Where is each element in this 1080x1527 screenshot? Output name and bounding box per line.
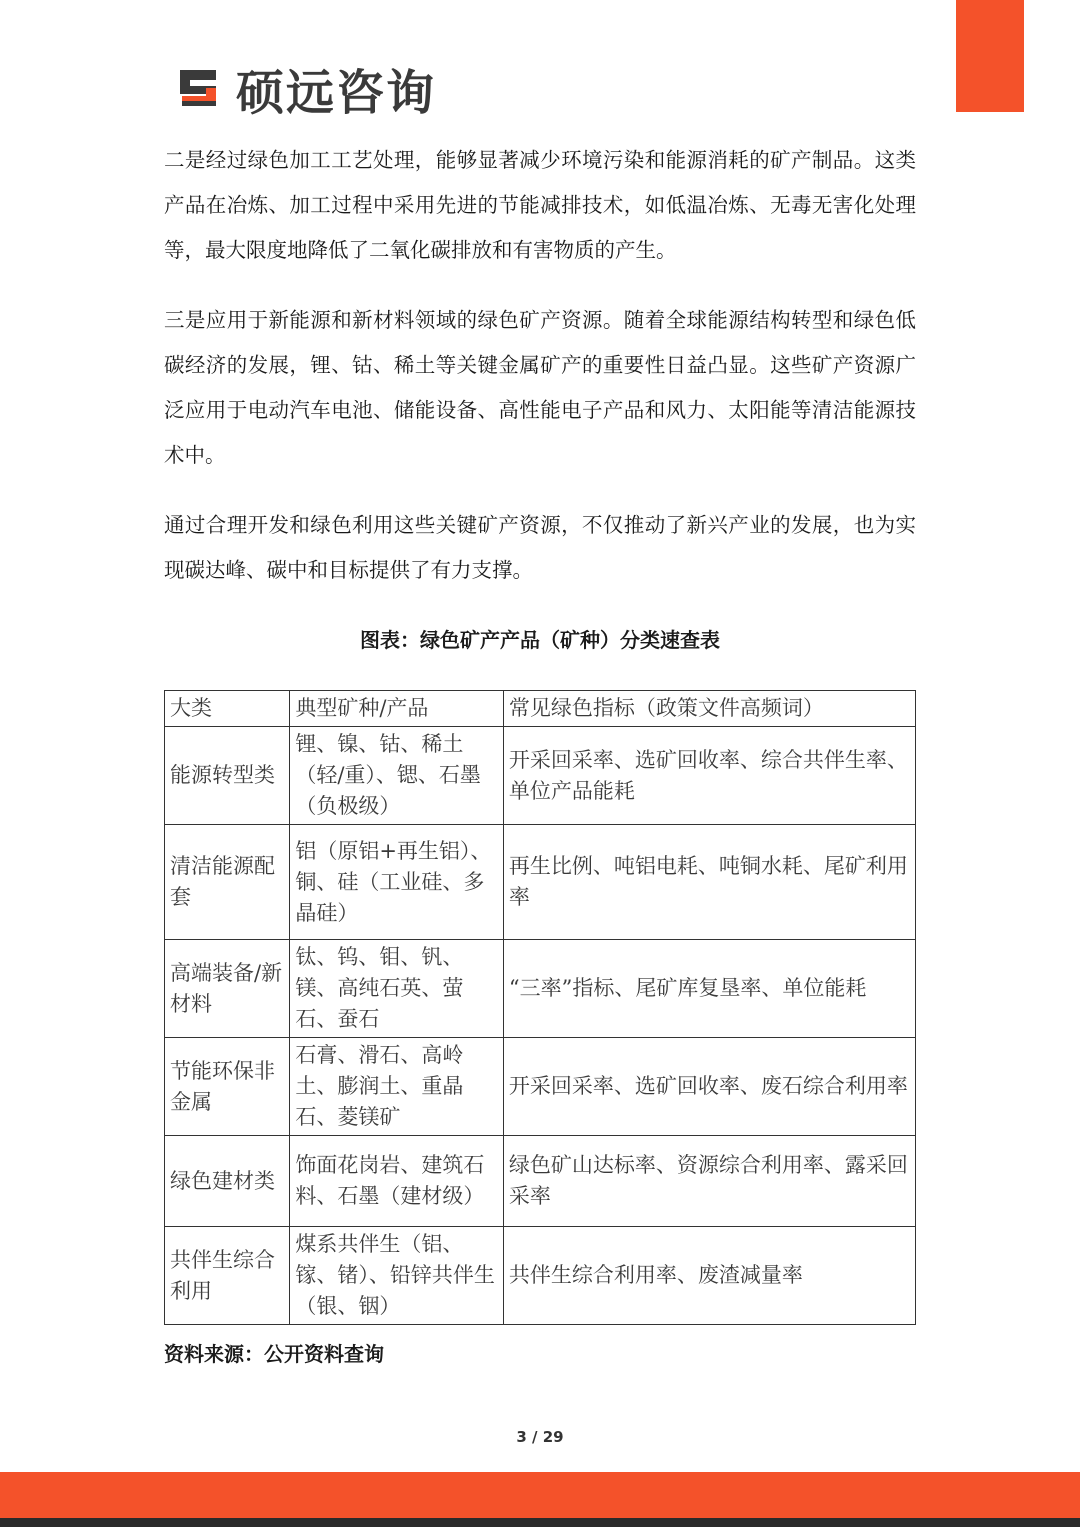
classification-table — [164, 690, 916, 1325]
footer-accent-bar — [0, 1472, 1080, 1518]
table-row — [165, 727, 916, 825]
paragraph-4: 通过合理开发和绿色利用这些关键矿产资源，不仅推动了新兴产业的发展，也为实现碳达峰、碳中和目标提供了有力支撑。 — [164, 513, 916, 582]
header-cell: 典型矿种/产品 — [290, 691, 504, 727]
minerals-cell: 饰面花岗岩、建筑石料、石墨（建材级） — [290, 1136, 504, 1227]
table-row — [165, 1227, 916, 1325]
table-row — [165, 1038, 916, 1136]
minerals-cell: 煤系共伴生（铝、镓、锗）、铅锌共伴生（银、铟） — [290, 1227, 504, 1325]
indicators-cell: “三率”指标、尾矿库复垦率、单位能耗 — [503, 940, 915, 1038]
page-number: 3 / 29 — [516, 1428, 564, 1446]
figure-title: 图表：绿色矿产产品（矿种）分类速查表 — [360, 628, 720, 652]
corner-accent-block — [956, 0, 1024, 112]
brand-s-mark-icon — [176, 64, 224, 112]
source-note: 资料来源：公开资料查询 — [164, 1342, 384, 1366]
header-cell: 常见绿色指标（政策文件高频词） — [503, 691, 915, 727]
table-header-row — [165, 691, 916, 727]
body-text — [164, 138, 916, 618]
footer-dark-strip — [0, 1518, 1080, 1527]
category-cell: 节能环保非金属 — [165, 1038, 290, 1136]
table-row — [165, 1136, 916, 1227]
category-cell: 高端装备/新材料 — [165, 940, 290, 1038]
minerals-cell: 铝（原铝+再生铝）、铜、硅（工业硅、多晶硅） — [290, 825, 504, 940]
brand-logo — [176, 60, 437, 121]
indicators-cell: 开采回采率、选矿回收率、综合共伴生率、单位产品能耗 — [503, 727, 915, 825]
category-cell: 清洁能源配套 — [165, 825, 290, 940]
paragraph-3: 三是应用于新能源和新材料领域的绿色矿产资源。随着全球能源结构转型和绿色低碳经济的发展，锂、钴、稀土等关键金属矿产的重要性日益凸显。这些矿产资源广泛应用于电动汽车电池、储能设备、高性能电子产品和风力、太阳能等清洁能源技术中。 — [164, 308, 916, 467]
category-cell: 绿色建材类 — [165, 1136, 290, 1227]
category-cell: 共伴生综合利用 — [165, 1227, 290, 1325]
indicators-cell: 再生比例、吨铝电耗、吨铜水耗、尾矿利用率 — [503, 825, 915, 940]
brand-name: 硕远咨询 — [236, 64, 437, 121]
minerals-cell: 锂、镍、钴、稀土（轻/重）、锶、石墨（负极级） — [290, 727, 504, 825]
indicators-cell: 绿色矿山达标率、资源综合利用率、露采回采率 — [503, 1136, 915, 1227]
header-cell: 大类 — [165, 691, 290, 727]
paragraph-2: 二是经过绿色加工工艺处理，能够显著减少环境污染和能源消耗的矿产制品。这类产品在冶炼、加工过程中采用先进的节能减排技术，如低温冶炼、无毒无害化处理等，最大限度地降低了二氧化碳排放和有害物质的产生。 — [164, 148, 916, 262]
minerals-cell: 石膏、滑石、高岭土、膨润土、重晶石、菱镁矿 — [290, 1038, 504, 1136]
table-row — [165, 940, 916, 1038]
table-row — [165, 825, 916, 940]
indicators-cell: 共伴生综合利用率、废渣减量率 — [503, 1227, 915, 1325]
category-cell: 能源转型类 — [165, 727, 290, 825]
indicators-cell: 开采回采率、选矿回收率、废石综合利用率 — [503, 1038, 915, 1136]
minerals-cell: 钛、钨、钼、钒、镁、高纯石英、萤石、蚕石 — [290, 940, 504, 1038]
